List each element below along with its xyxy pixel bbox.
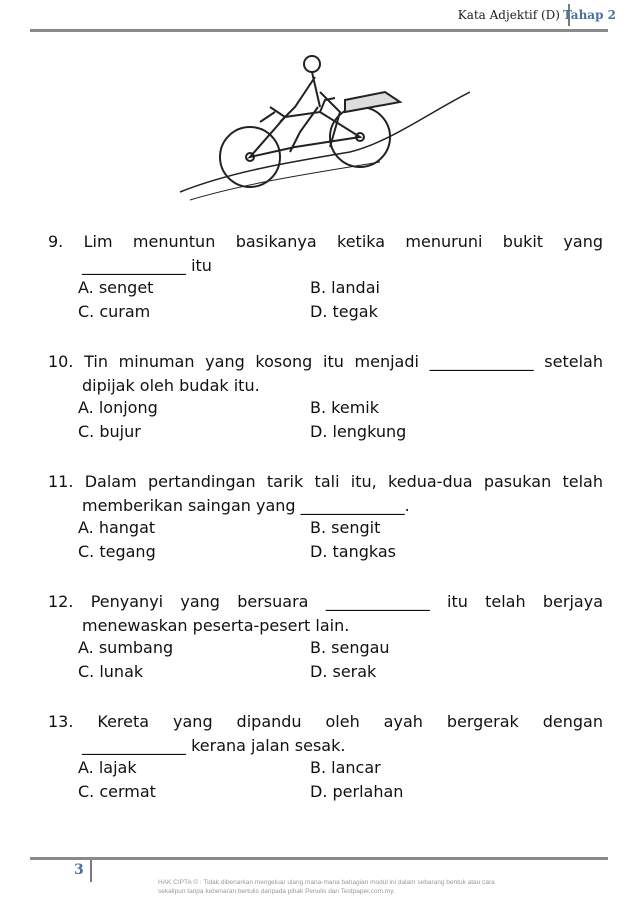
question-continuation: _____________ itu [82,256,212,275]
header-title: Kata Adjektif (D) [457,8,560,22]
answer-option[interactable]: D. tangkas [310,542,396,561]
page-number: 3 [74,862,84,878]
answer-option[interactable]: B. kemik [310,398,379,417]
answer-option[interactable]: C. bujur [78,422,141,441]
question-13 [48,710,603,758]
question-stem: 11. Dalam pertandingan tarik tali itu, kedua-dua pasukan telah [48,472,603,491]
question-9 [48,230,603,278]
option-row [78,276,598,300]
answer-option[interactable]: B. sengau [310,638,390,657]
answer-options [78,756,598,804]
option-row [78,660,598,684]
question-stem: 13. Kereta yang dipandu oleh ayah bergerak dengan [48,712,603,731]
question-stem: 10. Tin minuman yang kosong itu menjadi _____________ setelah [48,352,603,371]
option-row [78,420,598,444]
answer-option[interactable]: C. lunak [78,662,144,681]
answer-option[interactable]: D. perlahan [310,782,404,801]
answer-option[interactable]: D. serak [310,662,377,681]
answer-option[interactable]: B. sengit [310,518,381,537]
question-stem: 9. Lim menuntun basikanya ketika menuruni bukit yang [48,232,603,251]
header-rule [30,29,608,32]
question-11 [48,470,603,518]
page-number-separator [90,860,92,882]
option-row [78,396,598,420]
header-tahap: Tahap 2 [563,8,616,22]
answer-options [78,276,598,324]
answer-options [78,636,598,684]
question-continuation: _____________ kerana jalan sesak. [82,736,346,755]
footer-rule [30,857,608,860]
answer-option[interactable]: C. cermat [78,782,156,801]
answer-option[interactable]: C. tegang [78,542,156,561]
option-row [78,780,598,804]
answer-option[interactable]: A. hangat [78,518,156,537]
question-continuation: dipijak oleh budak itu. [82,376,260,395]
question-continuation: menewaskan peserta-pesert lain. [82,616,350,635]
option-row [78,300,598,324]
question-12 [48,590,603,638]
answer-option[interactable]: A. lonjong [78,398,158,417]
answer-options [78,396,598,444]
answer-options [78,516,598,564]
question-10 [48,350,603,398]
answer-option[interactable]: A. lajak [78,758,137,777]
option-row [78,516,598,540]
option-row [78,756,598,780]
answer-option[interactable]: D. lengkung [310,422,407,441]
copyright-notice: HAK CIPTA © : Tidak dibenarkan mengeluar ulang mana-mana bahagian modul ini dalam sebarang bentuk atau cara sekalipun tanpa kebenaran bertulis daripada pihak Penulis dan Testpaper.com.my. [158,879,495,895]
option-row [78,540,598,564]
question-continuation: memberikan saingan yang _____________. [82,496,410,515]
question-stem: 12. Penyanyi yang bersuara _____________ itu telah berjaya [48,592,603,611]
answer-option[interactable]: B. lancar [310,758,381,777]
answer-option[interactable]: A. senget [78,278,154,297]
answer-option[interactable]: D. tegak [310,302,378,321]
answer-option[interactable]: B. landai [310,278,380,297]
option-row [78,636,598,660]
answer-option[interactable]: C. curam [78,302,151,321]
answer-option[interactable]: A. sumbang [78,638,174,657]
bicycle-illustration [170,52,470,202]
